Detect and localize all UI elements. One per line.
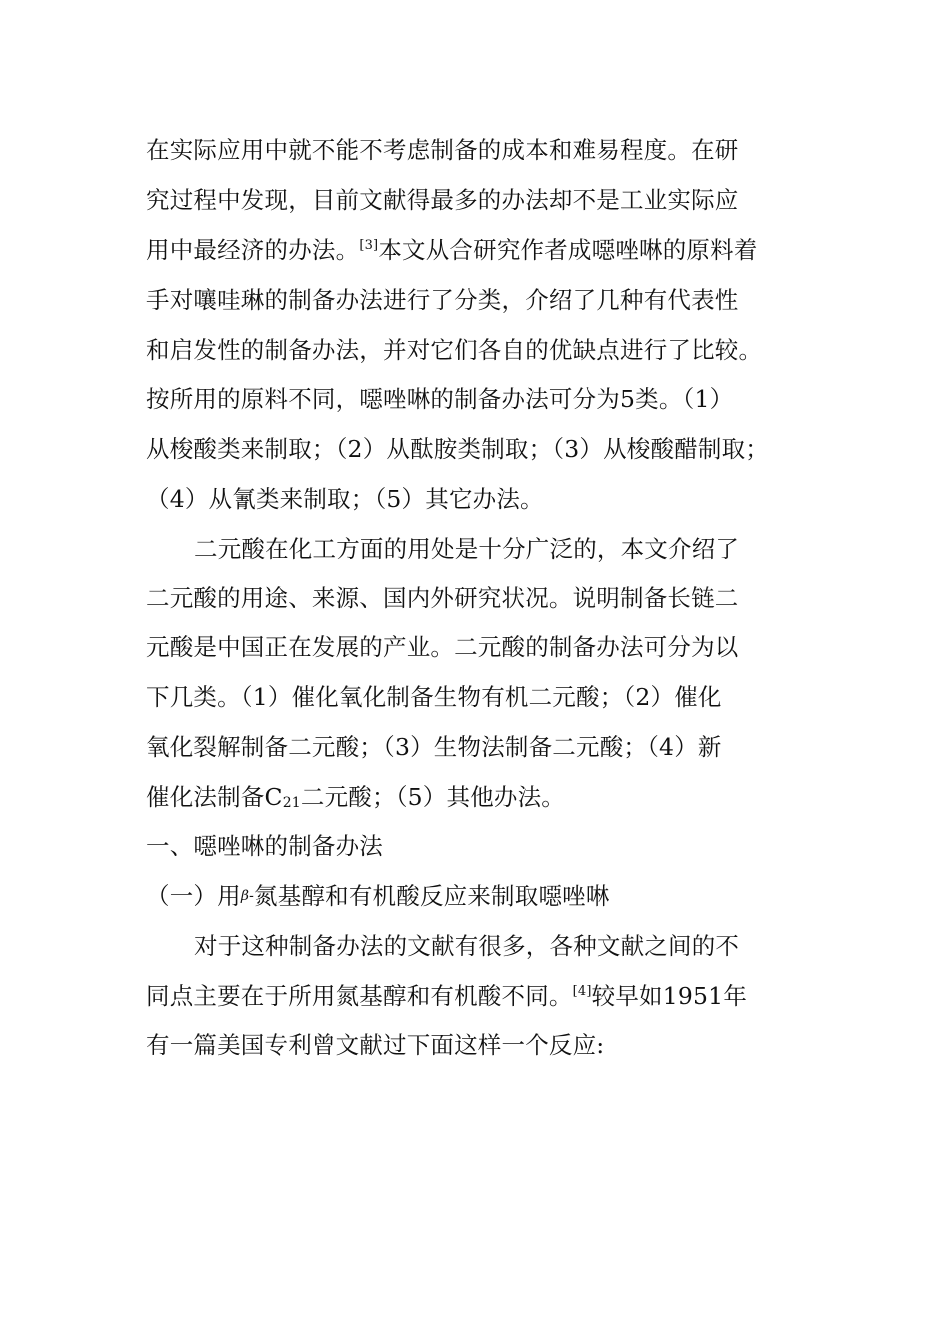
text-line: 二元酸的用途、来源、国内外研究状况。说明制备长链二	[146, 584, 739, 612]
text-line: 究过程中发现，目前文献得最多的办法却不是工业实际应	[146, 186, 739, 214]
citation-ref: [3]	[359, 238, 379, 253]
text-line: 对于这种制备办法的文献有很多，各种文献之间的不	[194, 932, 740, 960]
subsection-heading: （一）用β-氮基醇和有机酸反应来制取噁唑啉	[146, 882, 610, 910]
section-heading: 一、噁唑啉的制备办法	[146, 832, 383, 860]
citation-ref: [4]	[572, 984, 592, 999]
text-line: 在实际应用中就不能不考虑制备的成本和难易程度。在研	[146, 136, 739, 164]
text-line: 从梭酸类来制取；（2）从酞胺类制取；（3）从梭酸醋制取；	[146, 435, 770, 463]
text-line: 二元酸在化工方面的用处是十分广泛的，本文介绍了	[194, 535, 740, 563]
text-line: 按所用的原料不同，噁唑啉的制备办法可分为5类。（1）	[146, 385, 734, 413]
text-line: 元酸是中国正在发展的产业。二元酸的制备办法可分为以	[146, 633, 739, 661]
text-line: 手对嚷哇琳的制备办法进行了分类，介绍了几种有代表性	[146, 286, 739, 314]
text-line: 有一篇美国专利曾文献过下面这样一个反应:	[146, 1031, 605, 1059]
text-line: 和启发性的制备办法，并对它们各自的优缺点进行了比较。	[146, 336, 763, 364]
text-line: （4）从氰类来制取；（5）其它办法。	[146, 485, 544, 513]
text-line: 催化法制备$C_{21}$二元酸；（5）其他办法。	[146, 783, 566, 811]
beta-symbol: β-	[240, 888, 255, 904]
subscript: 21	[282, 795, 301, 811]
text-line: 氧化裂解制备二元酸；（3）生物法制备二元酸；（4）新	[146, 733, 722, 761]
text-line: 用中最经济的办法。[3]本文从合研究作者成噁唑啉的原料着	[146, 236, 758, 264]
text-line: 同点主要在于所用氮基醇和有机酸不同。[4]较早如1951年	[146, 982, 748, 1010]
text-line: 下几类。（1）催化氧化制备生物有机二元酸；（2）催化	[146, 683, 722, 711]
